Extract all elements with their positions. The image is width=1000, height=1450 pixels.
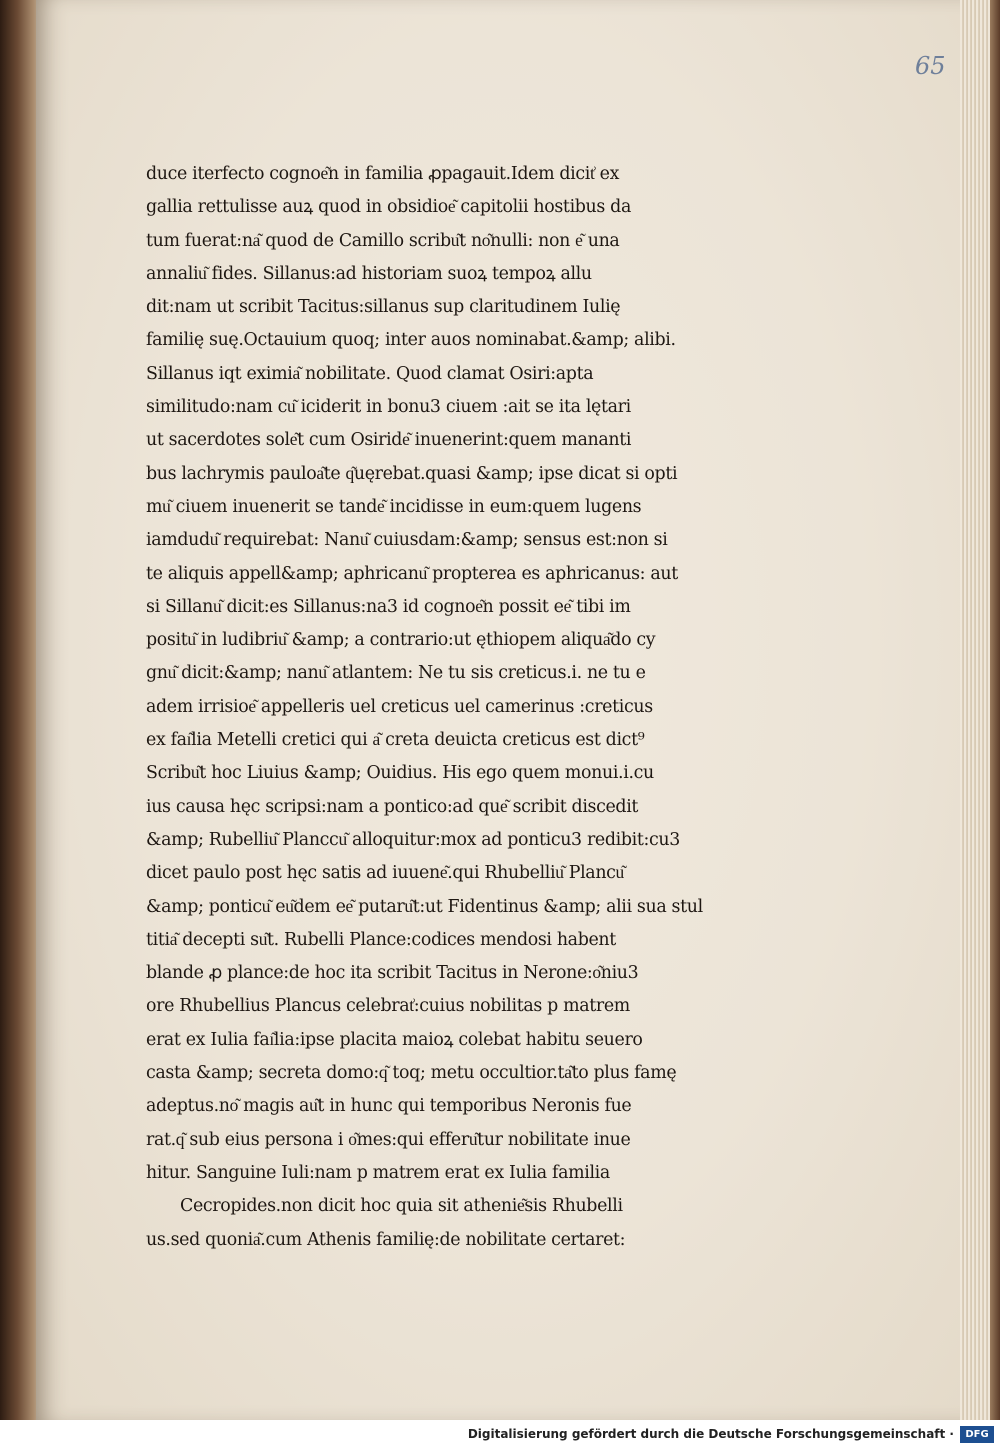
text-line: gallia rettulisse auꝝ quod in obsidioe͂ capitolii hostibus da: [146, 197, 631, 218]
text-line: adem irrisioe͂ appelleris uel creticus uel camerinus :creticus: [146, 696, 653, 717]
digitization-credit: Digitalisierung gefördert durch die Deutsche Forschungsgemeinschaft ·: [467, 1427, 954, 1441]
text-line: duce iterfecto cognoe͂n in familia ꝓpagauit.Idem dicit͗ ex: [146, 164, 620, 184]
text-line: ore Rhubellius Plancus celebrat͗:cuius nobilitas p matrem: [146, 996, 630, 1017]
text-line: familię suę.Octauium quoq; inter auos nominabat.&amp; alibi.: [146, 330, 676, 351]
page-number: 65: [915, 52, 946, 80]
text-line: bus lachrymis pauloa͂te q͂uęrebat.quasi &amp; ipse dicat si opti: [146, 463, 678, 484]
text-line: te aliquis appell&amp; aphricanu͂ propterea es aphricanus: aut: [146, 563, 678, 584]
text-line: iamdudu͂ requirebat: Nanu͂ cuiusdam:&amp; sensus est:non si: [146, 530, 668, 551]
text-line: us.sed quonia͂.cum Athenis familię:de nobilitate certaret:: [146, 1229, 626, 1250]
text-line: erat ex Iulia faı͂lia:ipse placita maioꝝ colebat habitu seuero: [146, 1029, 643, 1050]
text-line: tum fuerat:na͂ quod de Camillo scribu͂t no͂nulli: non e͂ una: [146, 230, 620, 251]
text-line: positu͂ in ludibriu͂ &amp; a contrario:ut ęthiopem aliqua͂do cy: [146, 630, 656, 651]
previous-page-margin-text: [2, 200, 30, 1200]
text-line: Scribu͂t hoc Liuius &amp; Ouidius. His ego quem monui.i.cu: [146, 763, 654, 784]
text-line: blande ꝓ plance:de hoc ita scribit Tacitus in Nerone:o͂niu3: [146, 963, 639, 984]
text-line: dit:nam ut scribit Tacitus:sillanus sup claritudinem Iulię: [146, 297, 621, 318]
text-block: [146, 158, 706, 1257]
text-line: titia͂ decepti su͂t. Rubelli Plance:codices mendosi habent: [146, 929, 616, 950]
text-line: adeptus.no͂ magis au͂t in hunc qui temporibus Neronis fue: [146, 1096, 632, 1117]
text-line: Cecropides.non dicit hoc quia sit athenie͂sis Rhubelli: [180, 1196, 623, 1217]
text-line: mu͂ ciuem inuenerit se tande͂ incidisse in eum:quem lugens: [146, 496, 642, 517]
text-line: ex faı͂lia Metelli cretici qui a͂ creta deuicta creticus est dict⁹: [146, 730, 645, 751]
page-stack-edge: [960, 0, 1000, 1420]
text-line: si Sillanu͂ dicit:es Sillanus:na3 id cognoe͂n possit ee͂ tibi im: [146, 596, 631, 617]
dfg-logo: DFG: [960, 1426, 994, 1443]
text-line: ius causa hęc scripsi:nam a pontico:ad que͂ scribit discedit: [146, 796, 639, 817]
text-line: dicet paulo post hęc satis ad iuuene͂.qui Rhubelliu͂ Plancu͂: [146, 863, 624, 884]
text-line: &amp; Rubelliu͂ Planccu͂ alloquitur:mox ad ponticu3 redibit:cu3: [146, 829, 680, 850]
text-line: ut sacerdotes sole͂t cum Osiride͂ inuenerint:quem mananti: [146, 430, 632, 451]
text-line: rat.q͂ sub eius persona i o͂mes:qui efferu͂tur nobilitate inue: [146, 1129, 631, 1150]
text-line: hitur. Sanguine Iuli:nam p matrem erat ex Iulia familia: [146, 1162, 610, 1183]
text-line: &amp; ponticu͂ eu͂dem ee͂ putaru͂t:ut Fidentinus &amp; alii sua stul: [146, 896, 703, 917]
text-line: casta &amp; secreta domo:q͂ toq; metu occultior.ta͂to plus famę: [146, 1063, 677, 1084]
text-line: gnu͂ dicit:&amp; nanu͂ atlantem: Ne tu sis creticus.i. ne tu e: [146, 663, 646, 684]
text-line: annaliu͂ fides. Sillanus:ad historiam suoꝝ tempoꝝ allu: [146, 263, 592, 284]
text-line: similitudo:nam cu͂ iciderit in bonu3 ciuem :ait se ita lętari: [146, 397, 631, 418]
text-line: Sillanus iqt eximia͂ nobilitate. Quod clamat Osiri:apta: [146, 363, 594, 384]
